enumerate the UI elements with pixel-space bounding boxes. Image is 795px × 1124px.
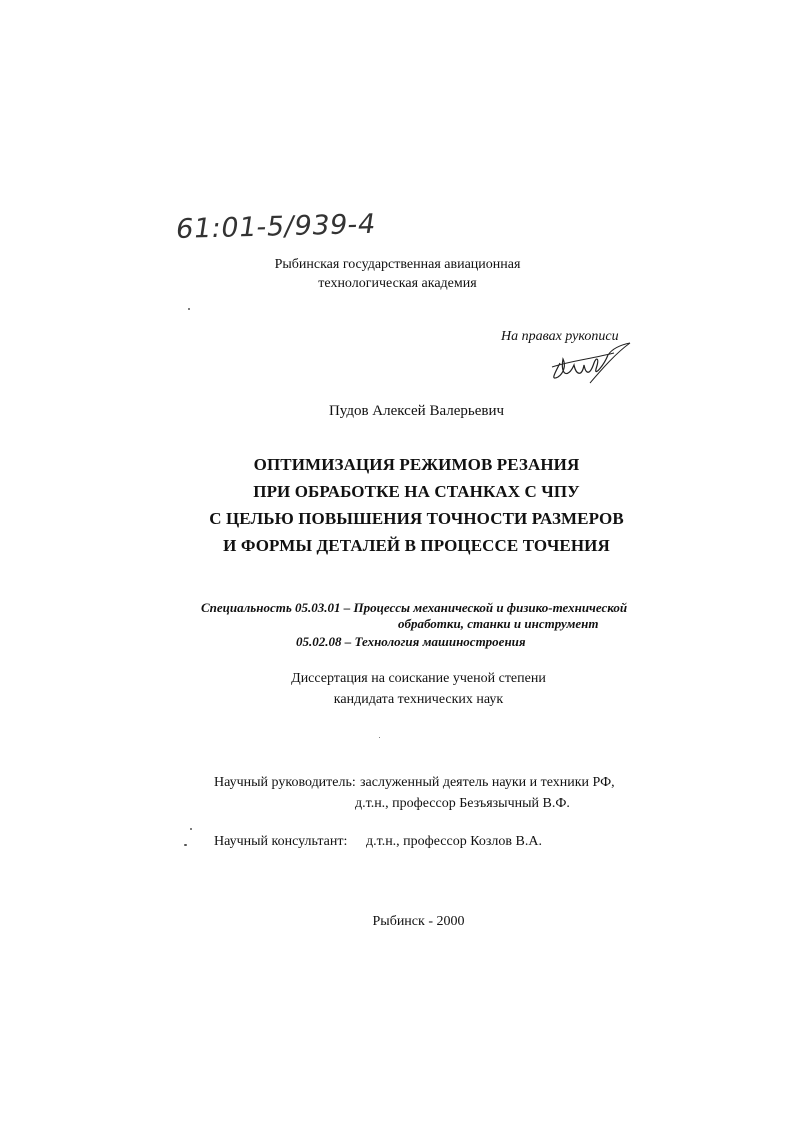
supervisor-label: Научный руководитель:: [214, 775, 356, 790]
title-line-2: ПРИ ОБРАБОТКЕ НА СТАНКАХ С ЧПУ: [253, 482, 580, 501]
scan-speck: [184, 844, 187, 846]
manuscript-note: На правах рукописи: [501, 329, 619, 344]
title-line-4: И ФОРМЫ ДЕТАЛЕЙ В ПРОЦЕССЕ ТОЧЕНИЯ: [223, 536, 610, 555]
consultant-value: д.т.н., профессор Козлов В.А.: [366, 834, 542, 849]
place-year: Рыбинск - 2000: [372, 914, 465, 929]
specialty-line-3: 05.02.08 – Технология машиностроения: [296, 634, 526, 649]
author-name: Пудов Алексей Валерьевич: [328, 403, 505, 419]
title-line-3: С ЦЕЛЬЮ ПОВЫШЕНИЯ ТОЧНОСТИ РАЗМЕРОВ: [209, 509, 624, 528]
institution-line-1: Рыбинская государственная авиационная: [274, 257, 521, 272]
institution-line-2: технологическая академия: [318, 276, 477, 291]
specialty-line-2: обработки, станки и инструмент: [398, 616, 599, 631]
scan-speck: [190, 828, 192, 830]
specialty-line-1: Специальность 05.03.01 – Процессы механической и физико-технической: [201, 600, 628, 615]
dissertation-line-1: Диссертация на соискание ученой степени: [291, 671, 546, 686]
scan-speck: [379, 737, 380, 738]
supervisor-line-2: д.т.н., профессор Безъязычный В.Ф.: [355, 796, 570, 811]
dissertation-line-2: кандидата технических наук: [333, 692, 504, 707]
signature-icon: [530, 335, 640, 395]
consultant-label: Научный консультант:: [214, 834, 348, 849]
title-line-1: ОПТИМИЗАЦИЯ РЕЖИМОВ РЕЗАНИЯ: [253, 455, 580, 474]
supervisor-line-1: заслуженный деятель науки и техники РФ,: [360, 775, 615, 790]
handwritten-catalog-code: 61:01-5/939-4: [173, 208, 378, 245]
scan-speck: [188, 308, 190, 310]
